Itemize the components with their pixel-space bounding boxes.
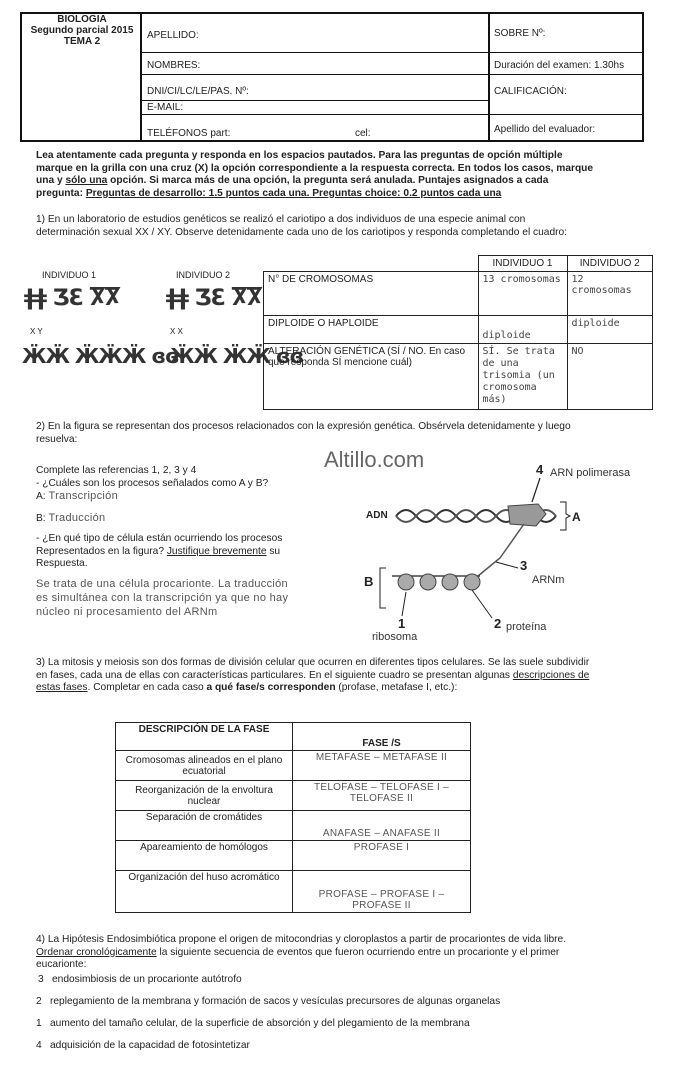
- text: a qué fase/s corresponden: [206, 682, 336, 693]
- individuo2-label: INDIVIDUO 2: [176, 270, 231, 280]
- order-number[interactable]: 3: [38, 974, 44, 985]
- karyotype-1-row2-image: ӜӜ ӜӜӜ ɞɞ: [22, 344, 179, 368]
- phase-answer[interactable]: PROFASE – PROFASE I – PROFASE II: [293, 871, 471, 913]
- answer-cell[interactable]: 13 cromosomas: [478, 272, 567, 316]
- text: B:: [36, 512, 49, 524]
- divider: [140, 14, 142, 140]
- text: estas fases: [36, 682, 88, 693]
- q1-line: determinación sexual XX / XY. Observe detenidamente cada uno de los cariotipos y responda completando el cuadro:: [36, 226, 568, 238]
- phase-answer[interactable]: TELOFASE – TELOFASE I – TELOFASE II: [293, 781, 471, 811]
- q3-statement: [36, 657, 636, 695]
- q2-text: - ¿En qué tipo de célula están ocurriendo los procesos: [36, 533, 283, 544]
- text: su: [266, 545, 281, 557]
- arrow-4: [532, 478, 540, 502]
- gene-expression-figure: [360, 458, 660, 648]
- answer-cell[interactable]: diploide: [567, 316, 653, 344]
- q1-line: 1) En un laboratorio de estudios genéticos se realizó el cariotipo a dos individuos de una especie animal con: [36, 214, 526, 225]
- text: pregunta:: [36, 187, 86, 199]
- telefono-field[interactable]: TELÉFONOS part:: [147, 128, 231, 139]
- text: Representados en la figura?: [36, 545, 167, 557]
- sobre-field[interactable]: SOBRE Nº:: [494, 28, 546, 39]
- order-number[interactable]: 1: [36, 1018, 42, 1029]
- divider: [140, 100, 488, 101]
- label-b: B: [364, 574, 374, 589]
- q2-questions: [36, 465, 306, 619]
- text: en fases, cada una de ellas con características particulares. En el siguiente cuadro se presentan algunas: [36, 669, 513, 681]
- answer: Se trata de una célula procarionte. La traducción: [36, 577, 288, 590]
- text: Justifique brevemente: [166, 545, 267, 557]
- q4-line: [36, 947, 636, 960]
- table-header: INDIVIDUO 1: [478, 256, 567, 272]
- q4-item: [36, 1040, 636, 1062]
- label-2: 2: [494, 616, 502, 631]
- phases-table: [115, 722, 471, 913]
- q2-answer-text: [36, 577, 306, 619]
- row-label: N° DE CROMOSOMAS: [264, 272, 479, 316]
- text: Preguntas de desarrollo: 1.5 puntos cada una. Preguntas choice: 0.2 puntos cada una: [85, 187, 502, 199]
- label-proteina: proteína: [506, 621, 547, 633]
- label-1: 1: [398, 616, 406, 631]
- q3-line: 3) La mitosis y meiosis son dos formas de división celular que ocurren en diferentes tipos celulares. Se las suele subdividir: [36, 657, 590, 668]
- arrow-1: [402, 592, 406, 616]
- row-label: DIPLOIDE O HAPLOIDE: [264, 316, 479, 344]
- text: A:: [36, 491, 49, 502]
- instructions-line: [36, 188, 632, 201]
- phase-answer[interactable]: METAFASE – METAFASE II: [293, 751, 471, 781]
- phase-description: Cromosomas alineados en el plano ecuatorial: [116, 751, 293, 781]
- sex-chromosomes-2: X X: [170, 327, 183, 336]
- table-header: DESCRIPCIÓN DE LA FASE: [116, 723, 293, 751]
- text: una y: [36, 175, 66, 186]
- spacer: [36, 525, 306, 533]
- label-a: A: [572, 510, 581, 524]
- text: opción. Si marca más de una opción, la pregunta será anulada. Puntajes asignados a cada: [107, 175, 549, 186]
- rna-polymerase-shape: [508, 504, 546, 526]
- calificacion-field[interactable]: CALIFICACIÓN:: [494, 86, 567, 97]
- q4-item: [36, 996, 636, 1018]
- sex-chromosomes-1: X Y: [30, 327, 43, 336]
- karyotype-table: [263, 255, 653, 410]
- divider: [488, 14, 490, 140]
- q4-item: [36, 1018, 636, 1040]
- instructions-line: [36, 175, 632, 188]
- answer-cell[interactable]: diploide: [478, 316, 567, 344]
- q2-answer-b: [36, 512, 306, 526]
- text: la siguiente secuencia de eventos que fueron ocurriendo entre un procarionte y el primer: [156, 946, 560, 958]
- q2-text: [36, 546, 306, 559]
- email-field[interactable]: E-MAIL:: [147, 102, 184, 113]
- course-tema: TEMA 2: [63, 36, 101, 47]
- q1-statement: [36, 214, 636, 239]
- table-header: FASE /S: [293, 723, 471, 751]
- phase-answer[interactable]: ANAFASE – ANAFASE II: [293, 811, 471, 841]
- q2-line: resuelva:: [36, 433, 78, 445]
- evaluador-field[interactable]: Apellido del evaluador:: [494, 124, 596, 135]
- answer: es simultánea con la transcripción ya que no hay: [36, 591, 289, 604]
- q3-line: [36, 682, 636, 695]
- table-header: INDIVIDUO 2: [567, 256, 653, 272]
- karyotype-2-image: ǂǂ ƷƐ ႿႿ: [166, 286, 262, 311]
- q4-line: 4) La Hipótesis Endosimbiótica propone el origen de mitocondrias y cloroplastos a partir de procariontes de vida libre.: [36, 934, 567, 945]
- nombres-field[interactable]: NOMBRES:: [147, 60, 201, 71]
- instructions-line: Lea atentamente cada pregunta y responda en los espacios pautados. Para las preguntas de opción múltiple: [36, 150, 563, 161]
- text: (profase, metafase I, etc.):: [335, 682, 458, 693]
- item-text: endosimbiosis de un procarionte autótrofo: [52, 974, 242, 985]
- instructions: [36, 150, 632, 200]
- karyotype-2-row2-image: ӜӜ ӜӜ ɞɞ: [170, 344, 304, 368]
- q2-text: Complete las referencias 1, 2, 3 y 4: [36, 465, 197, 476]
- divider: [140, 114, 642, 115]
- ribosome-shape: [420, 574, 436, 590]
- q4-line: eucarionte:: [36, 959, 87, 970]
- phase-answer[interactable]: PROFASE I: [293, 841, 471, 871]
- course-info: [22, 14, 142, 47]
- q4-statement: [36, 934, 636, 972]
- text: . Completar en cada caso: [87, 682, 207, 693]
- course-title: BIOLOGIA: [57, 14, 107, 25]
- watermark: Altillo.com: [324, 447, 425, 472]
- ribosome-shape: [464, 574, 480, 590]
- apellido-field[interactable]: APELLIDO:: [147, 30, 199, 41]
- q2-text: - ¿Cuáles son los procesos señalados como A y B?: [36, 477, 269, 489]
- phase-description: Separación de cromátides: [116, 811, 293, 841]
- label-3: 3: [520, 558, 528, 573]
- ribosome-shape: [398, 574, 414, 590]
- answer: Transcripción: [48, 490, 118, 502]
- row-label: ALTERACIÓN GENÉTICA (SÍ / NO. En caso que responda SÍ mencione cuál): [264, 344, 479, 410]
- answer-cell[interactable]: 12 cromosomas: [567, 272, 653, 316]
- answer: núcleo ni procesamiento del ARNm: [36, 605, 218, 618]
- course-exam: Segundo parcial 2015: [30, 25, 134, 36]
- answer-cell[interactable]: NO: [567, 344, 653, 410]
- arrow-2: [472, 590, 492, 618]
- dni-field[interactable]: DNI/CI/LC/LE/PAS. Nº:: [147, 86, 249, 97]
- order-number[interactable]: 4: [36, 1040, 42, 1051]
- cel-field[interactable]: cel:: [355, 128, 371, 139]
- item-text: replegamiento de la membrana y formación de sacos y vesículas precursores de algunas organelas: [50, 996, 501, 1007]
- q2-line: 2) En la figura se representan dos procesos relacionados con la expresión genética. Obsérvela detenidamente y luego: [36, 421, 571, 432]
- q2-text: Respuesta.: [36, 558, 88, 569]
- phase-description: Organización del huso acromático: [116, 871, 293, 913]
- q2-statement: [36, 421, 636, 446]
- order-number[interactable]: 2: [36, 996, 42, 1007]
- q2-answer-a: [36, 490, 306, 504]
- text: Ordenar cronológicamente: [36, 946, 157, 958]
- bracket-b: [380, 568, 386, 608]
- label-4: 4: [536, 462, 544, 477]
- text: sólo una: [65, 175, 108, 186]
- phase-description: Reorganización de la envoltura nuclear: [116, 781, 293, 811]
- individuo1-label: INDIVIDUO 1: [42, 270, 97, 280]
- phase-description: Apareamiento de homólogos: [116, 841, 293, 871]
- karyotype-1-image: ǂǂ ƷƐ ႿႿ: [24, 286, 120, 311]
- answer-cell[interactable]: SÍ. Se trata de una trisomia (un cromosoma más): [478, 344, 567, 410]
- spacer: [36, 504, 306, 512]
- duracion-label: Duración del examen: 1.30hs: [494, 60, 625, 71]
- exam-header-box: [20, 12, 644, 142]
- divider: [140, 52, 642, 53]
- ribosome-shape: [442, 574, 458, 590]
- label-arnm: ARNm: [532, 574, 565, 586]
- bracket-a: [560, 502, 570, 530]
- item-text: adquisición de la capacidad de fotosintetizar: [50, 1040, 250, 1051]
- instructions-line: marque en la grilla con una cruz (X) la opción correspondiente a la respuesta correcta. En todos los casos, marque: [36, 162, 594, 174]
- label-arn-polimerasa: ARN polimerasa: [550, 467, 631, 479]
- q4-items: [36, 974, 636, 1062]
- text: descripciones de: [512, 669, 590, 681]
- answer: Traducción: [48, 511, 106, 524]
- empty-cell: [264, 256, 479, 272]
- label-adn: ADN: [366, 510, 388, 521]
- arrow-3: [496, 562, 518, 568]
- q3-line: [36, 670, 636, 683]
- label-ribosoma: ribosoma: [372, 631, 418, 643]
- item-text: aumento del tamaño celular, de la superficie de absorción y del plegamiento de la membrana: [50, 1018, 470, 1029]
- q4-item: [36, 974, 636, 996]
- divider: [140, 74, 642, 75]
